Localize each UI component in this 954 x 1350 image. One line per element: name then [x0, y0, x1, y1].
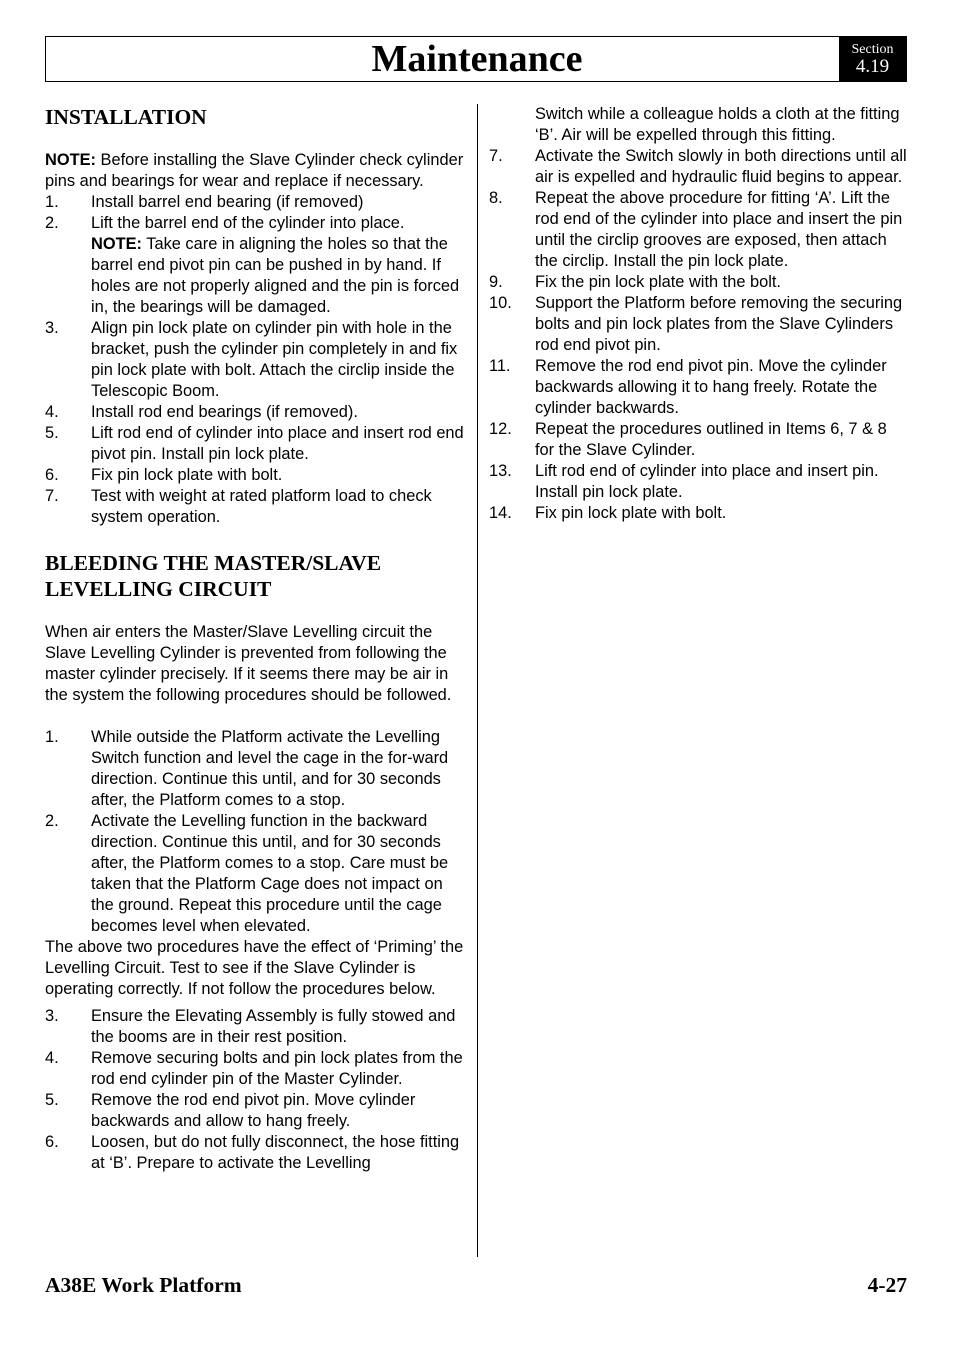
list-item	[489, 503, 909, 524]
item-text: Fix pin lock plate with bolt.	[535, 504, 727, 522]
note-label: NOTE:	[91, 235, 142, 253]
item-number: 12.	[489, 420, 512, 438]
item-text: Repeat the above procedure for fitting ‘A’. Lift the rod end of the cylinder into place and insert the pin until the circlip grooves are exposed, then attach the circlip. Install the pin lock plate.	[535, 189, 903, 270]
bleeding-intro: When air enters the Master/Slave Levelling circuit the Slave Levelling Cylinder is prevented from following the master cylinder precisely. If it seems there may be air in the system the following procedures should be followed.	[45, 623, 452, 704]
item-number: 7.	[45, 487, 59, 505]
item-text: Repeat the procedures outlined in Items 6, 7 & 8 for the Slave Cylinder.	[535, 420, 887, 459]
list-item	[45, 1048, 465, 1090]
item-text: Align pin lock plate on cylinder pin with hole in the bracket, push the cylinder pin completely in and fix pin lock plate with bolt. Attach the circlip inside the Telescopic Boom.	[91, 319, 458, 400]
item-text: Install rod end bearings (if removed).	[91, 403, 358, 421]
item-text: Remove securing bolts and pin lock plates from the rod end cylinder pin of the Master Cylinder.	[91, 1049, 463, 1088]
item-text: Remove the rod end pivot pin. Move cylinder backwards and allow to hang freely.	[91, 1091, 416, 1130]
item-text: Install barrel end bearing (if removed)	[91, 193, 364, 211]
list-item	[489, 188, 909, 272]
item-text: Loosen, but do not fully disconnect, the hose fitting at ‘B’. Prepare to activate the Levelling	[91, 1133, 460, 1172]
item-text: Ensure the Elevating Assembly is fully stowed and the booms are in their rest position.	[91, 1007, 456, 1046]
item-text: Fix pin lock plate with bolt.	[91, 466, 283, 484]
item-text: Support the Platform before removing the securing bolts and pin lock plates from the Slave Cylinders rod end pivot pin.	[535, 294, 903, 354]
bleeding-steps-a	[45, 727, 465, 937]
item-text: While outside the Platform activate the Levelling Switch function and level the cage in the for-ward direction. Continue this until, and for 30 seconds after, the Platform comes to a stop.	[91, 728, 449, 809]
section-label: Section	[851, 42, 894, 57]
bleeding-heading	[45, 550, 465, 602]
footer-product: A38E Work Platform	[45, 1273, 242, 1297]
note-label: NOTE:	[45, 151, 96, 169]
list-item	[45, 465, 465, 486]
item-number: 8.	[489, 189, 503, 207]
note-text: Take care in aligning the holes so that the barrel end pivot pin can be pushed in by hand. If holes are not properly aligned and the pin is forced in, the bearings will be damaged.	[91, 235, 460, 316]
item-number: 2.	[45, 214, 59, 232]
list-item	[45, 1006, 465, 1048]
footer-page-number: 4-27	[867, 1273, 907, 1297]
installation-steps	[45, 192, 465, 528]
list-item	[45, 727, 465, 811]
item-text: Activate the Switch slowly in both directions until all air is expelled and hydraulic fluid begins to appear.	[535, 147, 907, 186]
page-title: Maintenance	[371, 38, 583, 80]
item-number: 9.	[489, 273, 503, 291]
item-text: Activate the Levelling function in the backward direction. Continue this until, and for 30 seconds after, the Platform comes to a stop. Care must be taken that the Platform Cage does not impact on the ground. Repeat this procedure until the cage becomes level when elevated.	[91, 812, 449, 935]
item-number: 4.	[45, 403, 59, 421]
list-item	[489, 146, 909, 188]
item-number: 5.	[45, 424, 59, 442]
item-number: 2.	[45, 812, 59, 830]
bleeding-steps-c	[489, 146, 909, 524]
list-item	[45, 1132, 465, 1174]
item-number: 13.	[489, 462, 512, 480]
left-column	[45, 104, 465, 1174]
item-number: 7.	[489, 147, 503, 165]
installation-note	[45, 150, 465, 192]
page-header	[45, 36, 907, 82]
list-item	[489, 356, 909, 419]
item-number: 11.	[489, 357, 511, 375]
note-text: Before installing the Slave Cylinder check cylinder pins and bearings for wear and replace if necessary.	[45, 151, 464, 190]
right-column	[489, 104, 909, 524]
item-number: 1.	[45, 193, 59, 211]
bleeding-heading-line1: BLEEDING THE MASTER/SLAVE	[45, 551, 382, 575]
list-item	[45, 402, 465, 423]
item-number: 3.	[45, 319, 59, 337]
item-text: Remove the rod end pivot pin. Move the cylinder backwards allowing it to hang freely. Rotate the cylinder backwards.	[535, 357, 887, 417]
item-number: 4.	[45, 1049, 59, 1067]
list-item	[45, 423, 465, 465]
list-item	[45, 213, 465, 318]
item-number: 14.	[489, 504, 512, 522]
item-text: Fix the pin lock plate with the bolt.	[535, 273, 781, 291]
item-number: 3.	[45, 1007, 59, 1025]
item-number: 6.	[45, 1133, 59, 1151]
bleeding-middle: The above two procedures have the effect of ‘Priming’ the Levelling Circuit. Test to see if the Slave Cylinder is operating correctly. If not follow the procedures below.	[45, 938, 464, 998]
bleeding-heading-line2: LEVELLING CIRCUIT	[45, 577, 272, 601]
list-item	[489, 461, 909, 503]
list-item	[45, 811, 465, 937]
list-item	[489, 272, 909, 293]
item-text: Lift the barrel end of the cylinder into place.	[91, 214, 405, 232]
item-number: 10.	[489, 294, 512, 312]
item-text: Lift rod end of cylinder into place and insert rod end pivot pin. Install pin lock plate.	[91, 424, 464, 463]
item-number: 6.	[45, 466, 59, 484]
item-number: 5.	[45, 1091, 59, 1109]
continuation-text: Switch while a colleague holds a cloth at the fitting ‘B’. Air will be expelled through this fitting.	[535, 105, 900, 144]
installation-heading: INSTALLATION	[45, 105, 207, 129]
list-item	[45, 1090, 465, 1132]
bleeding-steps-b	[45, 1006, 465, 1174]
list-item	[489, 293, 909, 356]
list-item	[489, 419, 909, 461]
column-divider	[477, 104, 478, 1257]
item-text: Test with weight at rated platform load to check system operation.	[91, 487, 432, 526]
list-item	[45, 486, 465, 528]
item-number: 1.	[45, 728, 59, 746]
section-badge	[839, 37, 906, 81]
item-text: Lift rod end of cylinder into place and insert pin. Install pin lock plate.	[535, 462, 879, 501]
list-item	[45, 318, 465, 402]
section-number: 4.19	[855, 56, 890, 77]
list-item	[45, 192, 465, 213]
